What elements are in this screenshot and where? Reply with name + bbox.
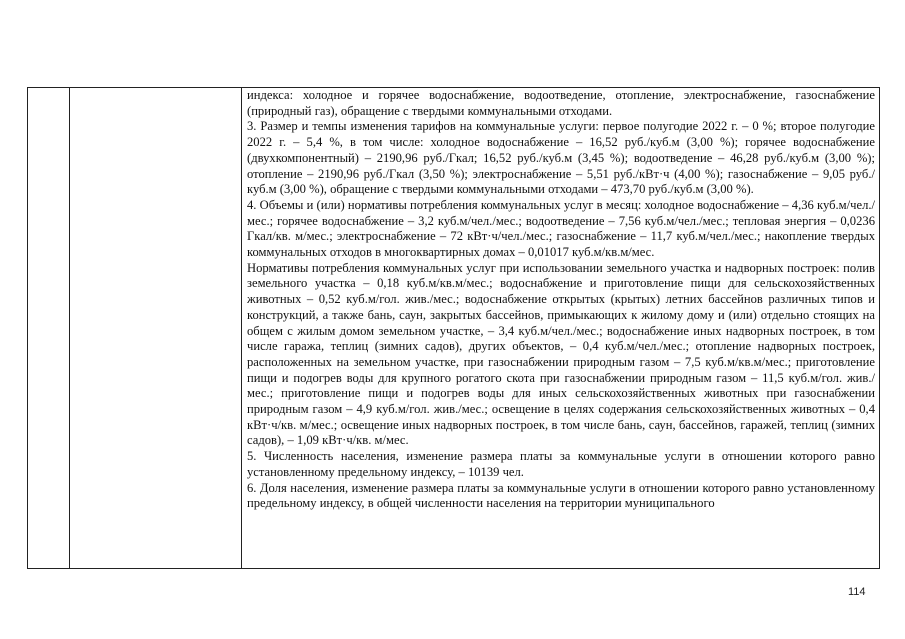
- paragraph: 6. Доля населения, изменение размера платы за коммунальные услуги в отношении которого равно установленному предельному индексу, в общей численности населения на территории муниципального: [247, 480, 875, 511]
- page-number: 114: [848, 586, 866, 598]
- paragraph: индекса: холодное и горячее водоснабжение, водоотведение, отопление, электроснабжение, газоснабжение (природный газ), обращение с твердыми коммунальными отходами.: [247, 88, 875, 118]
- name-cell: [70, 88, 242, 569]
- paragraph: 3. Размер и темпы изменения тарифов на коммунальные услуги: первое полугодие 2022 г. – 0 %; второе полугодие 2022 г. – 5,4 %, в том числе: холодное водоснабжение – 16,52 руб./куб.м (3,00 %); горячее водоснабжение (двухкомпонентный) – 2190,96 руб./Гкал; 16,52 руб./куб.м (3,45 %); водоотведение – 46,28 руб./куб.м (3,00 %); отопление – 2190,96 руб./Гкал (3,50 %); электроснабжение – 5,51 руб./кВт·ч (4,00 %); газоснабжение – 9,05 руб./куб.м (3,00 %), обращение с твердыми коммунальными отходами – 473,70 руб./куб.м (3,00 %).: [247, 119, 875, 197]
- paragraph: 4. Объемы и (или) нормативы потребления коммунальных услуг в месяц: холодное водоснабжение – 4,36 куб.м/чел./мес.; горячее водоснабжение – 3,2 куб.м/чел./мес.; водоотведение – 7,56 куб.м/чел./мес.; тепловая энергия – 0,0236 Гкал/кв. м/мес.; электроснабжение – 72 кВт·ч/чел./мес.; газоснабжение – 11,7 куб.м/чел./мес.; накопление твердых коммунальных отходов в многоквартирных домах – 0,01017 куб.м/кв.м/мес.: [247, 197, 875, 260]
- document-table: [27, 87, 880, 569]
- table-row: [28, 88, 880, 569]
- paragraph: Нормативы потребления коммунальных услуг при использовании земельного участка и надворных построек: полив земельного участка – 0,18 куб.м/кв.м/мес.; водоснабжение и приготовление пищи для сельскохозяйственных животных – 0,52 куб.м/гол. жив./мес.; водоснабжение открытых (крытых) летних бассейнов различных типов и конструкций, а также бань, саун, закрытых бассейнов, примыкающих к жилому дому и (или) отдельно стоящих на общем с жилым домом земельном участке, – 3,4 куб.м/чел./мес.; водоснабжение иных надворных построек, в том числе гаража, теплиц (зимних садов), других объектов, – 0,4 куб.м/чел./мес.; отопление надворных построек, расположенных на земельном участке, при газоснабжении природным газом – 7,5 куб.м/кв.м/мес.; приготовление пищи и подогрев воды для крупного рогатого скота при газоснабжении природным газом – 11,5 куб.м/гол. жив./мес.; приготовление пищи и подогрев воды для иных сельскохозяйственных животных при газоснабжении природным газом – 4,9 куб.м/гол. жив./мес.; освещение в целях содержания сельскохозяйственных животных – 0,4 кВт·ч/кв. м/мес.; освещение иных надворных построек, в том числе бань, саун, бассейнов, гаражей, теплиц (зимних садов), – 1,09 кВт·ч/кв. м/мес.: [247, 260, 875, 448]
- number-cell: [28, 88, 70, 569]
- paragraph: 5. Численность населения, изменение размера платы за коммунальные услуги в отношении которого равно установленному предельному индексу, – 10139 чел.: [247, 449, 875, 479]
- content-text: [242, 88, 879, 568]
- content-cell: [242, 88, 880, 569]
